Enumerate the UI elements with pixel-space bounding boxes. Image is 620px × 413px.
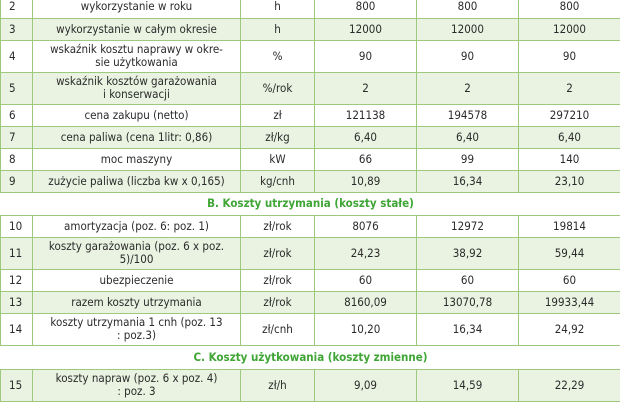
value-col-3-text: 297210	[549, 107, 590, 122]
table-row	[1, 104, 620, 126]
value-col-2	[417, 148, 519, 170]
value-col-3-text: 23,10	[554, 173, 585, 188]
value-col-2	[417, 269, 519, 291]
section-header-row	[1, 345, 620, 369]
value-col-2-text: 12972	[451, 218, 484, 233]
row-unit-text: zł/cnh	[262, 321, 293, 336]
row-description-text: razem koszty utrzymania	[71, 294, 202, 309]
value-col-2-text: 194578	[447, 107, 488, 122]
table-row	[1, 269, 620, 291]
row-unit-text: %	[272, 48, 283, 63]
row-number	[1, 215, 33, 237]
value-col-3-text: 2	[566, 80, 573, 95]
row-number	[1, 0, 33, 18]
value-col-3	[519, 126, 620, 148]
value-col-1	[315, 72, 417, 104]
value-col-1-text: 12000	[349, 21, 382, 36]
value-col-1-text: 66	[358, 151, 373, 166]
value-col-2-text: 12000	[451, 21, 484, 36]
value-col-2	[417, 126, 519, 148]
value-col-2-text: 13070,78	[442, 294, 493, 309]
value-col-2-text: 800	[457, 0, 478, 14]
value-col-1	[315, 237, 417, 269]
value-col-2-text: 99	[460, 151, 475, 166]
row-description	[33, 369, 241, 401]
value-col-3	[519, 369, 620, 401]
row-description-text: zużycie paliwa (liczba kw x 0,165)	[48, 173, 225, 188]
row-unit-text: zł/rok	[263, 245, 292, 260]
row-description	[33, 104, 241, 126]
value-col-3	[519, 170, 620, 192]
value-col-2-text: 14,59	[452, 377, 483, 392]
value-col-1-text: 8160,09	[344, 294, 387, 309]
row-unit	[241, 269, 315, 291]
section-title: B. Koszty utrzymania (koszty stałe)	[1, 192, 620, 215]
row-number	[1, 313, 33, 345]
row-unit-text: kW	[269, 151, 286, 166]
table-row	[1, 369, 620, 401]
table-row	[1, 0, 620, 18]
row-number	[1, 126, 33, 148]
row-description-text: wskaźnik kosztów garażowania i konserwacji	[56, 74, 217, 101]
value-col-3	[519, 215, 620, 237]
row-description	[33, 313, 241, 345]
value-col-2	[417, 369, 519, 401]
value-col-1	[315, 215, 417, 237]
value-col-3-text: 19933,44	[544, 294, 595, 309]
row-unit-text: h	[274, 21, 281, 36]
row-number-text: 13	[9, 294, 23, 309]
row-number-text: 9	[9, 173, 16, 188]
row-number-text: 11	[9, 245, 23, 260]
value-col-2-text: 38,92	[452, 245, 483, 260]
row-number-text: 5	[9, 80, 16, 95]
row-unit	[241, 40, 315, 72]
value-col-2-text: 16,34	[452, 173, 483, 188]
row-number	[1, 269, 33, 291]
value-col-1-text: 9,09	[353, 377, 378, 392]
value-col-1	[315, 18, 417, 40]
value-col-2-text: 90	[460, 48, 475, 63]
value-col-1-text: 10,89	[350, 173, 381, 188]
row-description-text: koszty utrzymania 1 cnh (poz. 13 : poz.3)	[50, 315, 223, 342]
value-col-3	[519, 72, 620, 104]
row-description	[33, 18, 241, 40]
value-col-1	[315, 313, 417, 345]
table-row	[1, 215, 620, 237]
value-col-3-text: 90	[562, 48, 577, 63]
row-unit-text: zł/rok	[263, 272, 292, 287]
row-number	[1, 72, 33, 104]
value-col-3-text: 6,40	[557, 129, 582, 144]
row-unit	[241, 291, 315, 313]
row-description-text: cena paliwa (cena 1litr: 0,86)	[60, 129, 213, 144]
row-unit-text: kg/cnh	[260, 173, 295, 188]
row-description-text: wykorzystanie w całym okresie	[56, 21, 217, 36]
row-unit	[241, 148, 315, 170]
value-col-3	[519, 237, 620, 269]
row-number-text: 7	[9, 129, 16, 144]
value-col-1-text: 24,23	[350, 245, 381, 260]
value-col-1	[315, 148, 417, 170]
value-col-2-text: 2	[464, 80, 471, 95]
value-col-1	[315, 269, 417, 291]
row-number-text: 10	[9, 218, 23, 233]
row-description-text: koszty garażowania (poz. 6 x poz. 5)/100	[48, 239, 225, 266]
table-row	[1, 72, 620, 104]
value-col-2-text: 6,40	[455, 129, 480, 144]
value-col-2	[417, 18, 519, 40]
row-number	[1, 148, 33, 170]
value-col-1-text: 10,20	[350, 321, 381, 336]
row-description-text: moc maszyny	[100, 151, 173, 166]
value-col-1-text: 8076	[352, 218, 379, 233]
table-row	[1, 40, 620, 72]
row-number	[1, 18, 33, 40]
value-col-1	[315, 0, 417, 18]
row-unit	[241, 0, 315, 18]
value-col-1-text: 2	[362, 80, 369, 95]
value-col-3-text: 12000	[553, 21, 586, 36]
row-unit-text: zł	[273, 107, 282, 122]
value-col-1-text: 6,40	[353, 129, 378, 144]
table-row	[1, 237, 620, 269]
row-number	[1, 369, 33, 401]
row-unit-text: h	[274, 0, 281, 14]
row-description	[33, 291, 241, 313]
row-description	[33, 237, 241, 269]
row-unit	[241, 170, 315, 192]
value-col-2	[417, 40, 519, 72]
row-number	[1, 237, 33, 269]
value-col-3	[519, 269, 620, 291]
row-unit	[241, 72, 315, 104]
section-title: C. Koszty użytkowania (koszty zmienne)	[1, 345, 620, 369]
row-number	[1, 170, 33, 192]
value-col-3	[519, 0, 620, 18]
row-description	[33, 72, 241, 104]
row-number-text: 6	[9, 107, 16, 122]
row-number	[1, 104, 33, 126]
value-col-2	[417, 170, 519, 192]
value-col-2	[417, 291, 519, 313]
row-description	[33, 40, 241, 72]
table-row	[1, 18, 620, 40]
value-col-2	[417, 313, 519, 345]
value-col-2-text: 16,34	[452, 321, 483, 336]
value-col-2	[417, 72, 519, 104]
row-number-text: 4	[9, 48, 16, 63]
row-description	[33, 215, 241, 237]
value-col-1	[315, 40, 417, 72]
row-unit	[241, 237, 315, 269]
value-col-3-text: 24,92	[554, 321, 585, 336]
table-row	[1, 126, 620, 148]
row-unit	[241, 104, 315, 126]
row-unit	[241, 126, 315, 148]
row-unit-text: zł/rok	[263, 294, 292, 309]
value-col-1-text: 90	[358, 48, 373, 63]
value-col-2	[417, 0, 519, 18]
value-col-1	[315, 126, 417, 148]
row-number	[1, 40, 33, 72]
row-number-text: 14	[9, 321, 23, 336]
row-unit-text: zł/rok	[263, 218, 292, 233]
value-col-3	[519, 104, 620, 126]
section-header-row	[1, 192, 620, 215]
row-unit	[241, 215, 315, 237]
value-col-1-text: 800	[355, 0, 376, 14]
row-description-text: koszty napraw (poz. 6 x poz. 4) : poz. 3	[55, 371, 218, 398]
row-description-text: wskaźnik kosztu naprawy w okre- sie użytkowania	[50, 42, 223, 69]
value-col-2	[417, 237, 519, 269]
table-row	[1, 313, 620, 345]
row-description-text: ubezpieczenie	[99, 272, 174, 287]
row-unit	[241, 313, 315, 345]
value-col-1	[315, 170, 417, 192]
row-number-text: 12	[9, 272, 23, 287]
row-description	[33, 148, 241, 170]
row-number-text: 8	[9, 151, 16, 166]
row-description	[33, 0, 241, 18]
value-col-1	[315, 291, 417, 313]
value-col-3-text: 60	[562, 272, 577, 287]
value-col-3-text: 140	[559, 151, 580, 166]
table-row	[1, 291, 620, 313]
value-col-3	[519, 148, 620, 170]
row-number-text: 15	[9, 377, 23, 392]
value-col-2	[417, 104, 519, 126]
row-description	[33, 126, 241, 148]
value-col-1-text: 60	[358, 272, 373, 287]
row-number-text: 2	[9, 0, 16, 14]
row-unit	[241, 369, 315, 401]
row-number-text: 3	[9, 21, 16, 36]
value-col-3	[519, 40, 620, 72]
value-col-3-text: 59,44	[554, 245, 585, 260]
row-description-text: cena zakupu (netto)	[84, 107, 189, 122]
value-col-2-text: 60	[460, 272, 475, 287]
row-description-text: wykorzystanie w roku	[80, 0, 193, 14]
row-number	[1, 291, 33, 313]
value-col-3	[519, 18, 620, 40]
value-col-1-text: 121138	[345, 107, 386, 122]
row-unit-text: zł/kg	[265, 129, 290, 144]
row-description	[33, 269, 241, 291]
row-unit-text: %/rok	[262, 80, 293, 95]
row-description-text: amortyzacja (poz. 6: poz. 1)	[64, 218, 209, 233]
value-col-3	[519, 313, 620, 345]
value-col-3-text: 22,29	[554, 377, 585, 392]
table-row	[1, 170, 620, 192]
table-row	[1, 148, 620, 170]
value-col-1	[315, 369, 417, 401]
row-unit-text: zł/h	[268, 377, 287, 392]
value-col-2	[417, 215, 519, 237]
value-col-3-text: 800	[559, 0, 580, 14]
row-unit	[241, 18, 315, 40]
value-col-1	[315, 104, 417, 126]
value-col-3	[519, 291, 620, 313]
value-col-3-text: 19814	[553, 218, 586, 233]
row-description	[33, 170, 241, 192]
